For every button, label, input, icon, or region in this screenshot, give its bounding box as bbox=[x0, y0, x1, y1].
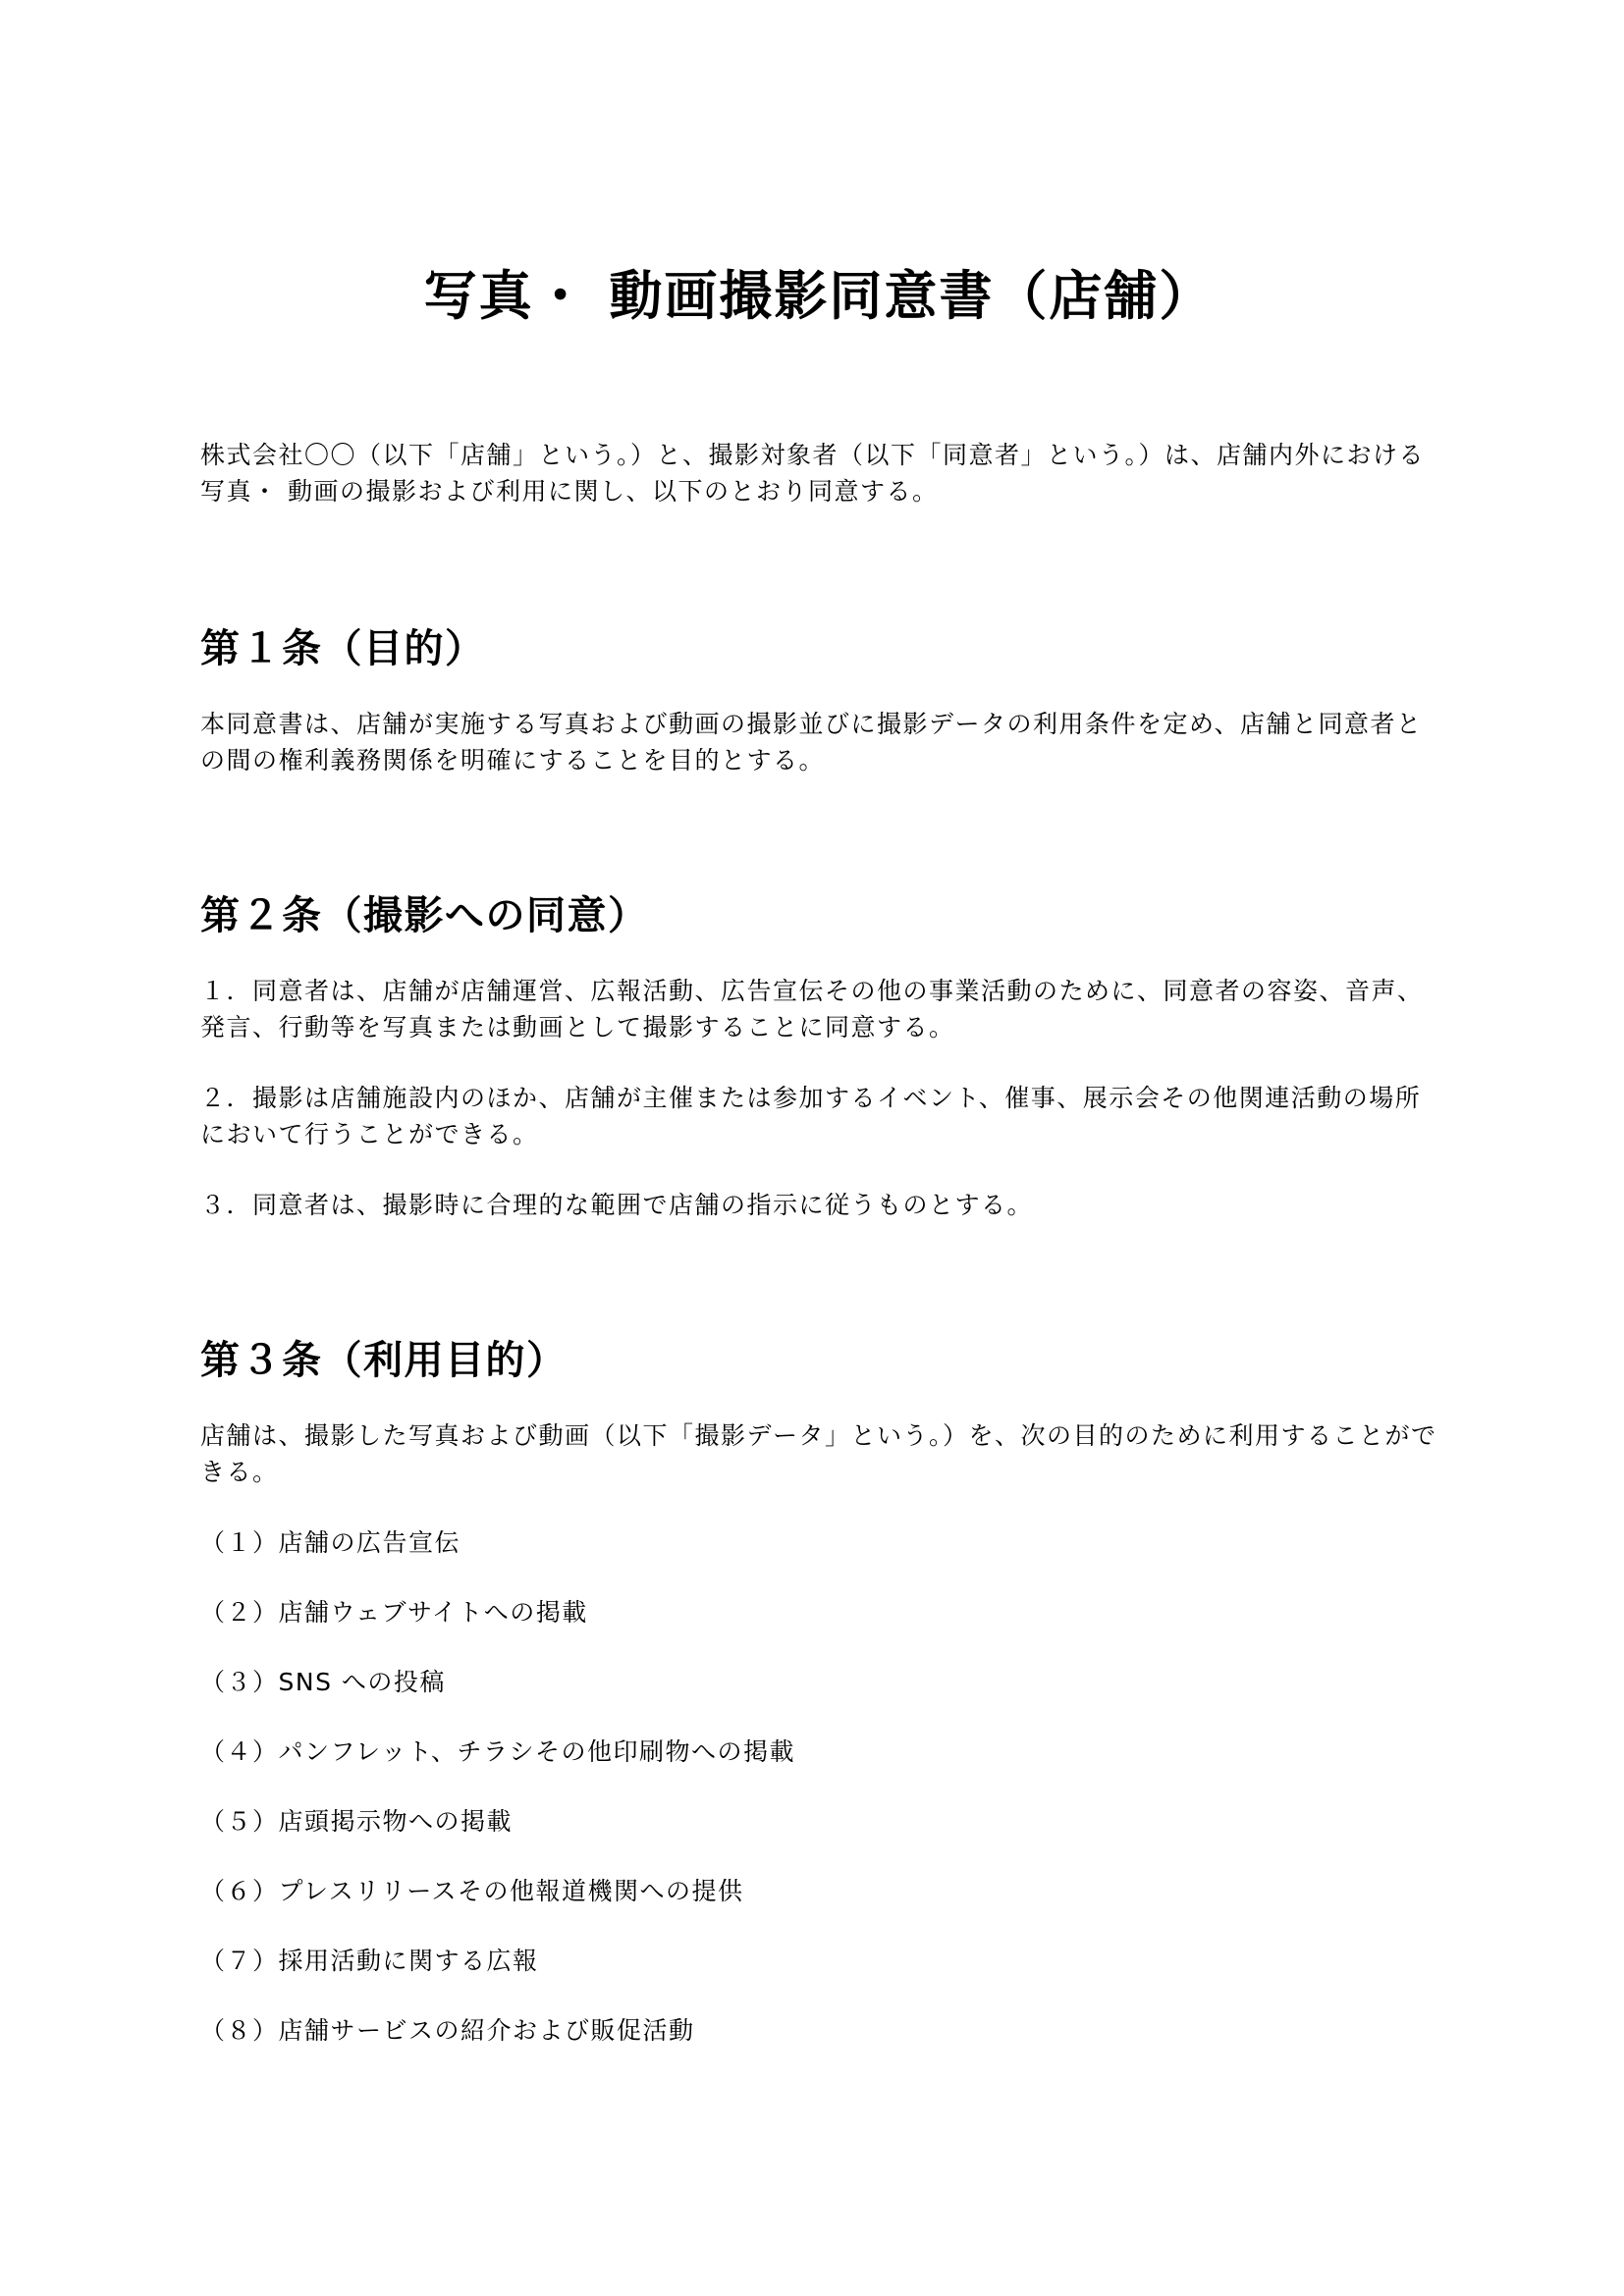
intro-paragraph: 株式会社〇〇（以下「店舗」という。）と、撮影対象者（以下「同意者」という。）は、店舗内外における写真・ 動画の撮影および利用に関し、以下のとおり同意する。 bbox=[200, 440, 1426, 506]
purpose-list-item: （４）パンフレット、チラシその他印刷物への掲載 bbox=[200, 1736, 796, 1766]
article-3 bbox=[200, 1337, 1437, 2049]
purpose-list-item: （８）店舗サービスの紹介および販促活動 bbox=[200, 2015, 695, 2045]
purpose-list-item: （１）店舗の広告宣伝 bbox=[200, 1527, 461, 1557]
article-2-heading: 第２条（撮影への同意） bbox=[200, 892, 649, 938]
purpose-list-item: （６）プレスリリースその他報道機関への提供 bbox=[200, 1876, 744, 1905]
purpose-list-item: （５）店頭掲示物への掲載 bbox=[200, 1806, 514, 1836]
article-1-paragraph: 本同意書は、店舗が実施する写真および動画の撮影並びに撮影データの利用条件を定め、店舗と同意者との間の権利義務関係を明確にすることを目的とする。 bbox=[200, 709, 1423, 774]
article-2-clause-2: ２．撮影は店舗施設内のほか、店舗が主催または参加するイベント、催事、展示会その他関連活動の場所において行うことができる。 bbox=[200, 1083, 1422, 1148]
article-3-paragraph: 店舗は、撮影した写真および動画（以下「撮影データ」という。）を、次の目的のために利用することができる。 bbox=[200, 1420, 1437, 1486]
article-2-clause-3: ３．同意者は、撮影時に合理的な範囲で店舗の指示に従うものとする。 bbox=[200, 1190, 1034, 1219]
article-1-heading: 第１条（目的） bbox=[200, 625, 486, 671]
article-3-heading: 第３条（利用目的） bbox=[200, 1337, 568, 1383]
purpose-list-item: （７）採用活動に関する広報 bbox=[200, 1946, 539, 1975]
article-2-clause-1: １．同意者は、店舗が店舗運営、広報活動、広告宣伝その他の事業活動のために、同意者の容姿、音声、発言、行動等を写真または動画として撮影することに同意する。 bbox=[200, 976, 1424, 1041]
document-title: 写真・ 動画撮影同意書（店舗） bbox=[423, 265, 1215, 327]
purpose-list-item: （３）SNS への投稿 bbox=[200, 1667, 446, 1696]
purpose-list-item: （２）店舗ウェブサイトへの掲載 bbox=[200, 1597, 588, 1627]
document-body bbox=[200, 265, 1437, 2163]
article-2 bbox=[200, 892, 1437, 1223]
purpose-list bbox=[200, 1524, 1437, 2049]
article-1 bbox=[200, 625, 1437, 778]
